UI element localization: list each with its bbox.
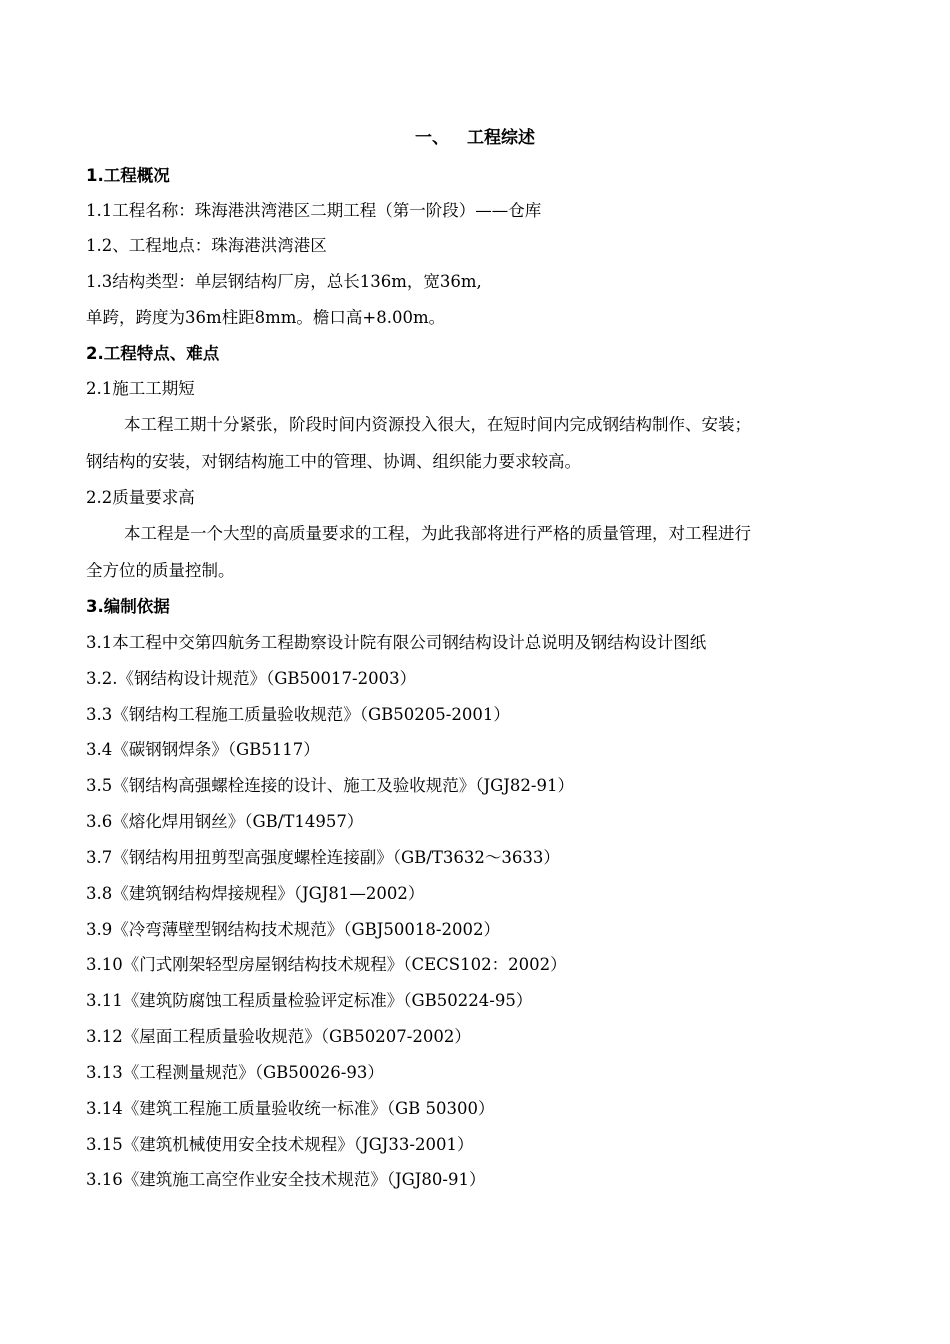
title-number: 一、 [415, 128, 449, 148]
paragraph-2-2-line-2: 全方位的质量控制。 [86, 561, 235, 580]
reference-item: 3.6《熔化焊用钢丝》（GB/T14957） [86, 812, 364, 831]
reference-item: 3.3《钢结构工程施工质量验收规范》（GB50205-2001） [86, 705, 510, 724]
paragraph-2-1-line-1: 本工程工期十分紧张，阶段时间内资源投入很大，在短时间内完成钢结构制作、安装； [124, 415, 751, 434]
subsection-2-2: 2.2质量要求高 [86, 488, 195, 507]
subsection-2-1: 2.1施工工期短 [86, 379, 195, 398]
reference-item: 3.4《碳钢钢焊条》（GB5117） [86, 740, 320, 759]
reference-item: 3.7《钢结构用扭剪型高强度螺栓连接副》（GB/T3632～3633） [86, 848, 560, 867]
title-text: 工程综述 [467, 128, 535, 148]
paragraph-2-2-line-1: 本工程是一个大型的高质量要求的工程，为此我部将进行严格的质量管理，对工程进行 [124, 524, 751, 543]
reference-item: 3.16《建筑施工高空作业安全技术规范》（JGJ80-91） [86, 1170, 486, 1189]
reference-item: 3.15《建筑机械使用安全技术规程》（JGJ33-2001） [86, 1135, 474, 1154]
paragraph-2-1-line-2: 钢结构的安装，对钢结构施工中的管理、协调、组织能力要求较高。 [86, 452, 581, 471]
section-1-heading: 1.工程概况 [86, 166, 170, 185]
reference-item: 3.5《钢结构高强螺栓连接的设计、施工及验收规范》（JGJ82-91） [86, 776, 574, 795]
reference-item: 3.1本工程中交第四航务工程勘察设计院有限公司钢结构设计总说明及钢结构设计图纸 [86, 633, 707, 652]
reference-item: 3.11《建筑防腐蚀工程质量检验评定标准》（GB50224-95） [86, 991, 533, 1010]
reference-item: 3.8《建筑钢结构焊接规程》（JGJ81—2002） [86, 884, 425, 903]
reference-item: 3.12《屋面工程质量验收规范》（GB50207-2002） [86, 1027, 471, 1046]
structure-type-line: 1.3结构类型：单层钢结构厂房，总长136m，宽36m, [86, 272, 482, 291]
section-2-heading: 2.工程特点、难点 [86, 344, 220, 363]
reference-item: 3.9《冷弯薄壁型钢结构技术规范》（GBJ50018-2002） [86, 920, 500, 939]
reference-item: 3.14《建筑工程施工质量验收统一标准》（GB 50300） [86, 1099, 495, 1118]
project-name-line: 1.1工程名称：珠海港洪湾港区二期工程（第一阶段）——仓库 [86, 201, 542, 220]
document-title [0, 124, 950, 152]
reference-item: 3.10《门式刚架轻型房屋钢结构技术规程》（CECS102：2002） [86, 955, 567, 974]
section-3-heading: 3.编制依据 [86, 597, 170, 616]
structure-span-line: 单跨，跨度为36m柱距8mm。檐口高+8.00m。 [86, 308, 446, 327]
project-location-line: 1.2、工程地点：珠海港洪湾港区 [86, 236, 327, 255]
reference-item: 3.13《工程测量规范》（GB50026-93） [86, 1063, 384, 1082]
reference-item: 3.2.《钢结构设计规范》（GB50017-2003） [86, 669, 417, 688]
